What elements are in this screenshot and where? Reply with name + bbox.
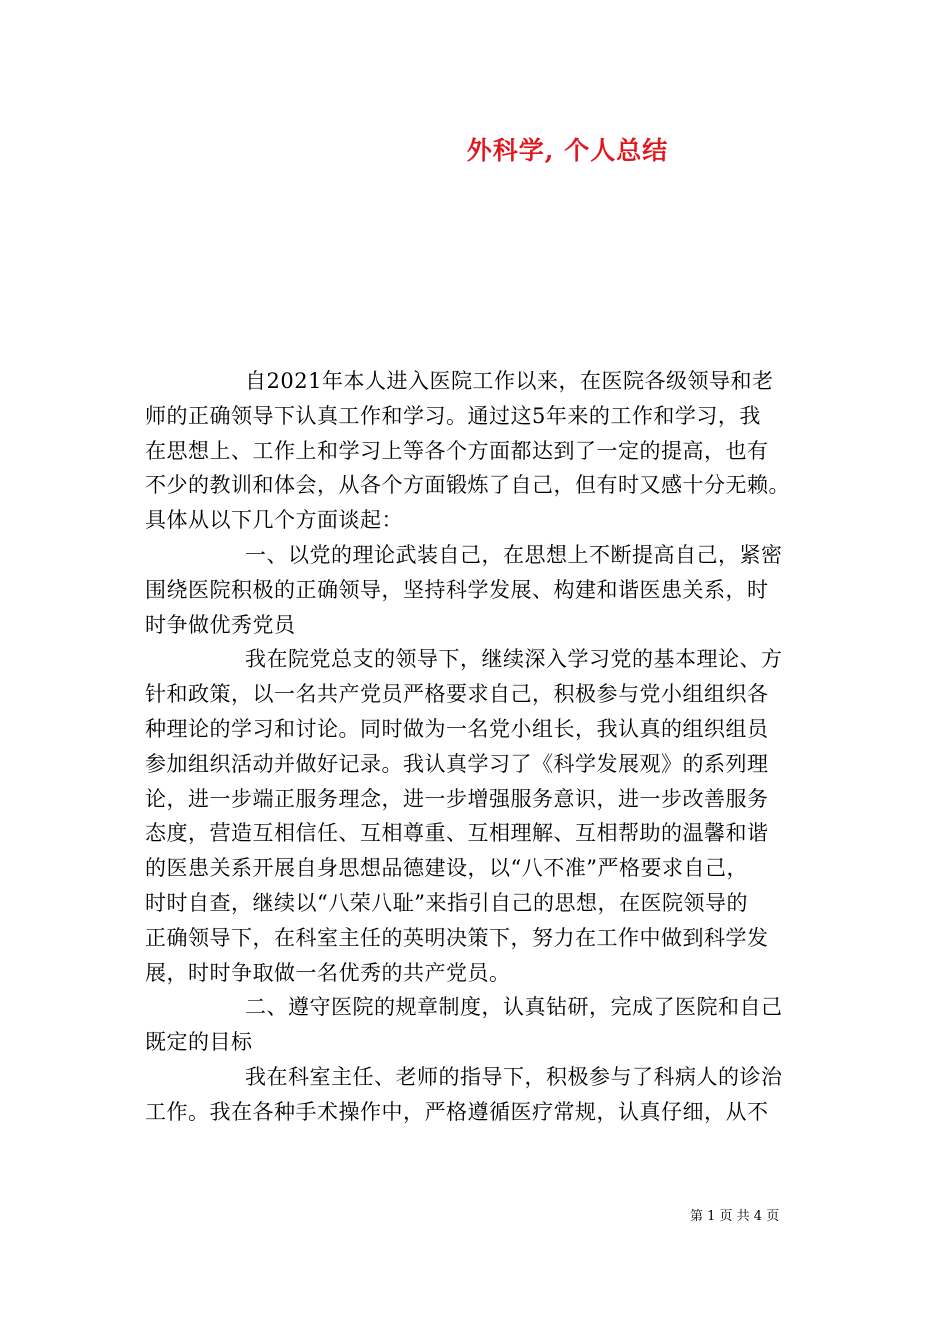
text-line: 参加组织活动并做好记录。我认真学习了《科学发展观》的系列理 (145, 751, 769, 776)
text-line: 具体从以下几个方面谈起： (145, 508, 403, 533)
text-line: 在思想上、工作上和学习上等各个方面都达到了一定的提高，也有 (145, 438, 769, 463)
section-heading-line: 既定的目标 (145, 1030, 253, 1055)
section-heading-line: 时争做优秀党员 (145, 612, 296, 637)
text-line: 的医患关系开展自身思想品德建设，以“八不准”严格要求自己， (145, 856, 748, 881)
text-line: 展，时时争取做一名优秀的共产党员。 (145, 960, 511, 985)
text-line: 工作。我在各种手术操作中，严格遵循医疗常规，认真仔细，从不 (145, 1099, 769, 1124)
section-heading-line: 一、以党的理论武装自己，在思想上不断提高自己，紧密 (245, 542, 783, 567)
text-line: 不少的教训和体会，从各个方面锻炼了自己，但有时又感十分无赖。 (145, 473, 790, 498)
text-line: 时时自查，继续以“八荣八耻”来指引自己的思想，在医院领导的 (145, 890, 748, 915)
document-title: 外科学, 个人总结 (466, 136, 669, 165)
text-line: 论，进一步端正服务理念，进一步增强服务意识，进一步改善服务 (145, 786, 769, 811)
text-line: 针和政策，以一名共产党员严格要求自己，积极参与党小组组织各 (145, 682, 769, 707)
text-line: 师的正确领导下认真工作和学习。通过这5年来的工作和学习，我 (145, 403, 761, 428)
text-line: 态度，营造互相信任、互相尊重、互相理解、互相帮助的温馨和谐 (145, 821, 769, 846)
section-heading-line: 二、遵守医院的规章制度，认真钻研，完成了医院和自己 (245, 995, 783, 1020)
section-heading-line: 围绕医院积极的正确领导，坚持科学发展、构建和谐医患关系，时 (145, 577, 769, 602)
document-body (145, 364, 807, 1130)
text-line: 种理论的学习和讨论。同时做为一名党小组长，我认真的组织组员 (145, 716, 769, 741)
text-line: 我在科室主任、老师的指导下，积极参与了科病人的诊治 (245, 1064, 783, 1089)
text-line: 自2021年本人进入医院工作以来，在医院各级领导和老 (245, 369, 774, 393)
text-line: 我在院党总支的领导下，继续深入学习党的基本理论、方 (245, 647, 783, 672)
page-footer: 第 1 页 共 4 页 (690, 1209, 780, 1224)
text-line: 正确领导下，在科室主任的英明决策下，努力在工作中做到科学发 (145, 925, 769, 950)
